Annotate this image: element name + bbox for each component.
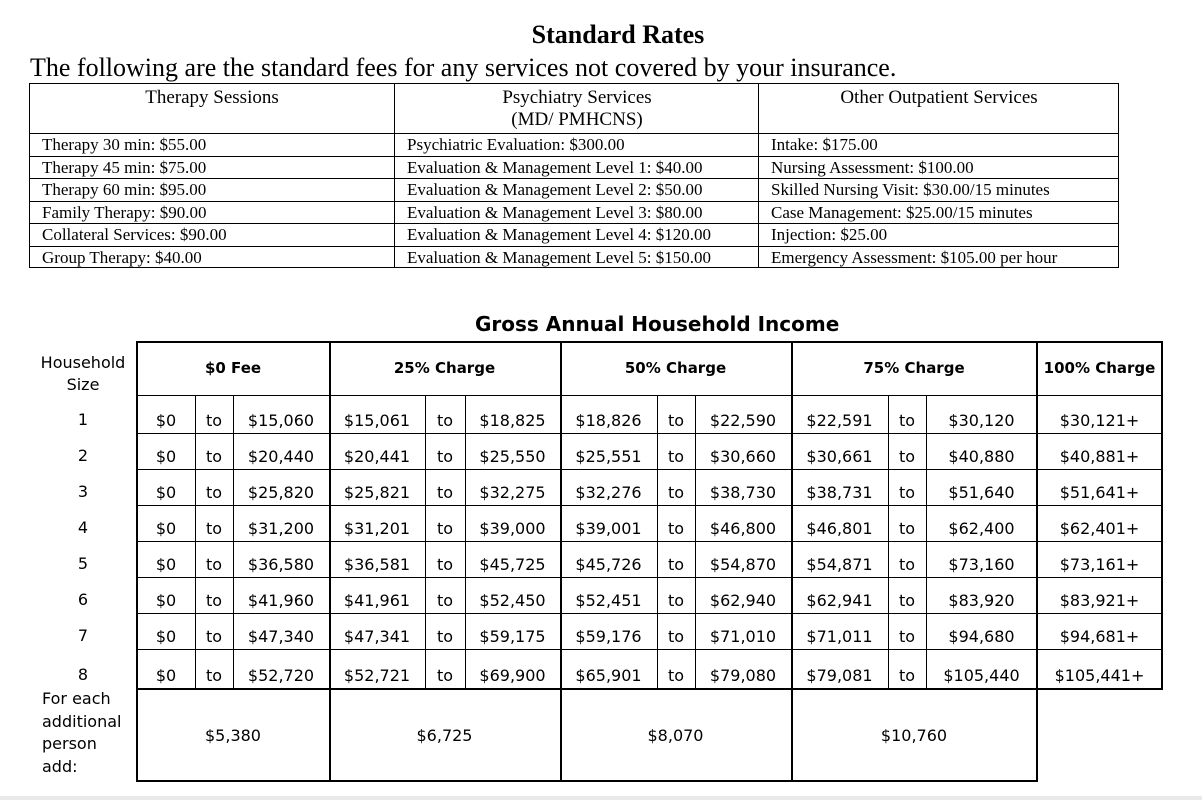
additional-person-label [42, 688, 132, 778]
additional-person-value: $8,070 [647, 725, 704, 745]
range-low-cell: $45,726 [575, 554, 642, 574]
range-high-cell: $40,880 [948, 446, 1015, 466]
range-low-cell: $31,201 [343, 518, 411, 538]
range-high-cell: $83,920 [948, 590, 1015, 610]
therapy-sessions-column [30, 84, 394, 267]
bottom-divider [0, 796, 1202, 800]
range-low-cell: $0 [155, 665, 177, 685]
label-line: additional [42, 711, 122, 731]
range-high-cell: $31,200 [247, 518, 315, 538]
label-line: For each [42, 689, 111, 708]
range-low-cell: $0 [155, 518, 177, 538]
range-to-cell: to [898, 410, 916, 430]
range-to-cell: to [205, 665, 223, 685]
range-low-cell: $39,001 [575, 518, 642, 538]
rate-item: Family Therapy: $90.00 [30, 202, 394, 225]
range-to-cell: to [667, 590, 685, 610]
household-size-value: 2 [77, 446, 89, 465]
header-line: Psychiatry Services [502, 87, 652, 108]
range-low-cell: $62,941 [806, 590, 873, 610]
range-low-cell: $47,341 [343, 626, 411, 646]
range-high-cell: $36,580 [247, 554, 315, 574]
range-low-cell: $18,826 [575, 410, 642, 430]
range-low-cell: $41,961 [343, 590, 411, 610]
full-charge-cell: $94,681+ [1059, 626, 1140, 646]
header-line: (MD/ PMHCNS) [511, 109, 643, 130]
range-to-cell: to [436, 590, 454, 610]
additional-person-value: $6,725 [416, 725, 473, 745]
full-charge-cell: $62,401+ [1059, 518, 1140, 538]
full-charge-cell: $105,441+ [1054, 665, 1145, 685]
range-high-cell: $52,450 [479, 590, 546, 610]
range-low-cell: $65,901 [575, 665, 642, 685]
range-to-cell: to [205, 446, 223, 466]
full-charge-cell: $30,121+ [1059, 410, 1140, 430]
range-high-cell: $25,820 [247, 482, 315, 502]
range-high-cell: $30,660 [709, 446, 777, 466]
range-low-cell: $71,011 [806, 626, 873, 646]
column-header: 50% Charge [624, 359, 727, 377]
rate-item: Nursing Assessment: $100.00 [759, 157, 1119, 180]
rate-item: Group Therapy: $40.00 [42, 247, 202, 267]
additional-person-value: $5,380 [205, 725, 261, 745]
rate-item: Evaluation & Management Level 1: $40.00 [395, 157, 759, 180]
range-low-cell: $20,441 [343, 446, 411, 466]
range-to-cell: to [205, 626, 223, 646]
rate-item: Case Management: $25.00/15 minutes [759, 202, 1119, 225]
range-to-cell: to [205, 518, 223, 538]
rate-item: Collateral Services: $90.00 [30, 224, 394, 247]
range-low-cell: $0 [155, 482, 177, 502]
household-size-label [38, 352, 128, 396]
label-line: person [42, 734, 97, 753]
other-outpatient-header [759, 84, 1119, 134]
range-to-cell: to [436, 665, 454, 685]
range-low-cell: $38,731 [806, 482, 873, 502]
range-high-cell: $32,275 [479, 482, 546, 502]
range-low-cell: $0 [155, 590, 177, 610]
range-high-cell: $105,440 [943, 665, 1020, 685]
column-header: 100% Charge [1043, 359, 1156, 377]
range-high-cell: $79,080 [709, 665, 777, 685]
range-high-cell: $38,730 [709, 482, 777, 502]
range-high-cell: $59,175 [479, 626, 546, 646]
range-low-cell: $36,581 [343, 554, 411, 574]
range-high-cell: $15,060 [247, 410, 315, 430]
range-low-cell: $15,061 [343, 410, 411, 430]
therapy-sessions-header [30, 84, 394, 134]
range-low-cell: $52,451 [575, 590, 642, 610]
range-high-cell: $47,340 [247, 626, 315, 646]
range-to-cell: to [436, 410, 454, 430]
range-high-cell: $71,010 [709, 626, 777, 646]
range-low-cell: $32,276 [575, 482, 642, 502]
range-to-cell: to [898, 626, 916, 646]
full-charge-cell: $40,881+ [1059, 446, 1140, 466]
psychiatry-services-header [395, 84, 759, 134]
range-high-cell: $51,640 [948, 482, 1015, 502]
rate-item: Evaluation & Management Level 3: $80.00 [395, 202, 759, 225]
range-to-cell: to [667, 554, 685, 574]
range-low-cell: $30,661 [806, 446, 873, 466]
range-high-cell: $22,590 [709, 410, 777, 430]
range-to-cell: to [898, 554, 916, 574]
range-high-cell: $30,120 [948, 410, 1015, 430]
range-to-cell: to [667, 410, 685, 430]
range-low-cell: $46,801 [806, 518, 873, 538]
range-high-cell: $39,000 [479, 518, 546, 538]
rate-item: Evaluation & Management Level 2: $50.00 [395, 179, 759, 202]
range-high-cell: $46,800 [709, 518, 777, 538]
range-low-cell: $59,176 [575, 626, 642, 646]
range-low-cell: $54,871 [806, 554, 873, 574]
range-to-cell: to [898, 482, 916, 502]
range-to-cell: to [898, 446, 916, 466]
household-size-value: 7 [77, 626, 89, 645]
household-size-value: 5 [77, 554, 89, 573]
range-to-cell: to [436, 482, 454, 502]
full-charge-cell: $51,641+ [1059, 482, 1140, 502]
header-line: Therapy Sessions [145, 87, 279, 108]
intro-text: The following are the standard fees for any services not covered by your insurance. [30, 53, 897, 82]
full-charge-cell: $73,161+ [1059, 554, 1140, 574]
other-outpatient-column [758, 84, 1119, 267]
range-to-cell: to [898, 518, 916, 538]
range-high-cell: $20,440 [247, 446, 315, 466]
household-size-value: 8 [77, 665, 89, 684]
table-border [137, 780, 1037, 782]
range-high-cell: $62,400 [948, 518, 1015, 538]
range-to-cell: to [667, 446, 685, 466]
range-to-cell: to [436, 626, 454, 646]
range-to-cell: to [436, 446, 454, 466]
range-to-cell: to [205, 554, 223, 574]
household-size-value: 4 [77, 518, 89, 537]
range-to-cell: to [205, 482, 223, 502]
header-line: Other Outpatient Services [840, 87, 1038, 108]
rate-item: Injection: $25.00 [759, 224, 1119, 247]
range-low-cell: $0 [155, 626, 177, 646]
range-high-cell: $94,680 [948, 626, 1015, 646]
psychiatry-services-column [394, 84, 759, 267]
range-low-cell: $0 [155, 554, 177, 574]
range-high-cell: $45,725 [479, 554, 546, 574]
label-line: Household [40, 353, 126, 372]
column-header: $0 Fee [204, 359, 262, 377]
column-header: 25% Charge [393, 359, 496, 377]
rate-item: Therapy 30 min: $55.00 [30, 134, 394, 157]
household-size-value: 3 [77, 482, 89, 501]
range-low-cell: $25,551 [575, 446, 642, 466]
rate-item: Therapy 60 min: $95.00 [30, 179, 394, 202]
rate-item: Psychiatric Evaluation: $300.00 [395, 134, 759, 157]
range-to-cell: to [667, 626, 685, 646]
range-to-cell: to [667, 482, 685, 502]
rate-item: Therapy 45 min: $75.00 [30, 157, 394, 180]
household-size-value: 1 [77, 410, 89, 429]
rate-item: Emergency Assessment: $105.00 per hour [771, 247, 1058, 267]
range-high-cell: $25,550 [479, 446, 546, 466]
page-title: Standard Rates [531, 20, 705, 49]
range-low-cell: $79,081 [806, 665, 873, 685]
rate-item: Evaluation & Management Level 5: $150.00 [407, 247, 712, 267]
range-high-cell: $52,720 [247, 665, 315, 685]
range-low-cell: $25,821 [343, 482, 411, 502]
range-to-cell: to [205, 590, 223, 610]
label-line: add: [42, 756, 78, 776]
range-to-cell: to [436, 518, 454, 538]
range-high-cell: $69,900 [479, 665, 546, 685]
range-low-cell: $0 [155, 446, 177, 466]
range-to-cell: to [436, 554, 454, 574]
column-header: 75% Charge [863, 359, 965, 377]
rate-item: Evaluation & Management Level 4: $120.00 [395, 224, 759, 247]
rate-item: Intake: $175.00 [759, 134, 1119, 157]
table-border [137, 395, 1163, 396]
range-low-cell: $52,721 [343, 665, 411, 685]
range-to-cell: to [205, 410, 223, 430]
full-charge-cell: $83,921+ [1059, 590, 1140, 610]
range-low-cell: $22,591 [806, 410, 873, 430]
label-line: Size [66, 375, 100, 394]
range-high-cell: $18,825 [479, 410, 546, 430]
range-high-cell: $41,960 [247, 590, 315, 610]
range-high-cell: $62,940 [709, 590, 777, 610]
range-to-cell: to [667, 665, 685, 685]
income-table-title: Gross Annual Household Income [475, 312, 840, 336]
range-to-cell: to [898, 665, 916, 685]
household-size-value: 6 [77, 590, 89, 609]
range-to-cell: to [898, 590, 916, 610]
rate-item: Skilled Nursing Visit: $30.00/15 minutes [759, 179, 1119, 202]
standard-rates-table [29, 83, 1119, 268]
additional-person-value: $10,760 [880, 725, 948, 745]
range-high-cell: $73,160 [948, 554, 1015, 574]
range-high-cell: $54,870 [709, 554, 777, 574]
range-low-cell: $0 [155, 410, 177, 430]
range-to-cell: to [667, 518, 685, 538]
